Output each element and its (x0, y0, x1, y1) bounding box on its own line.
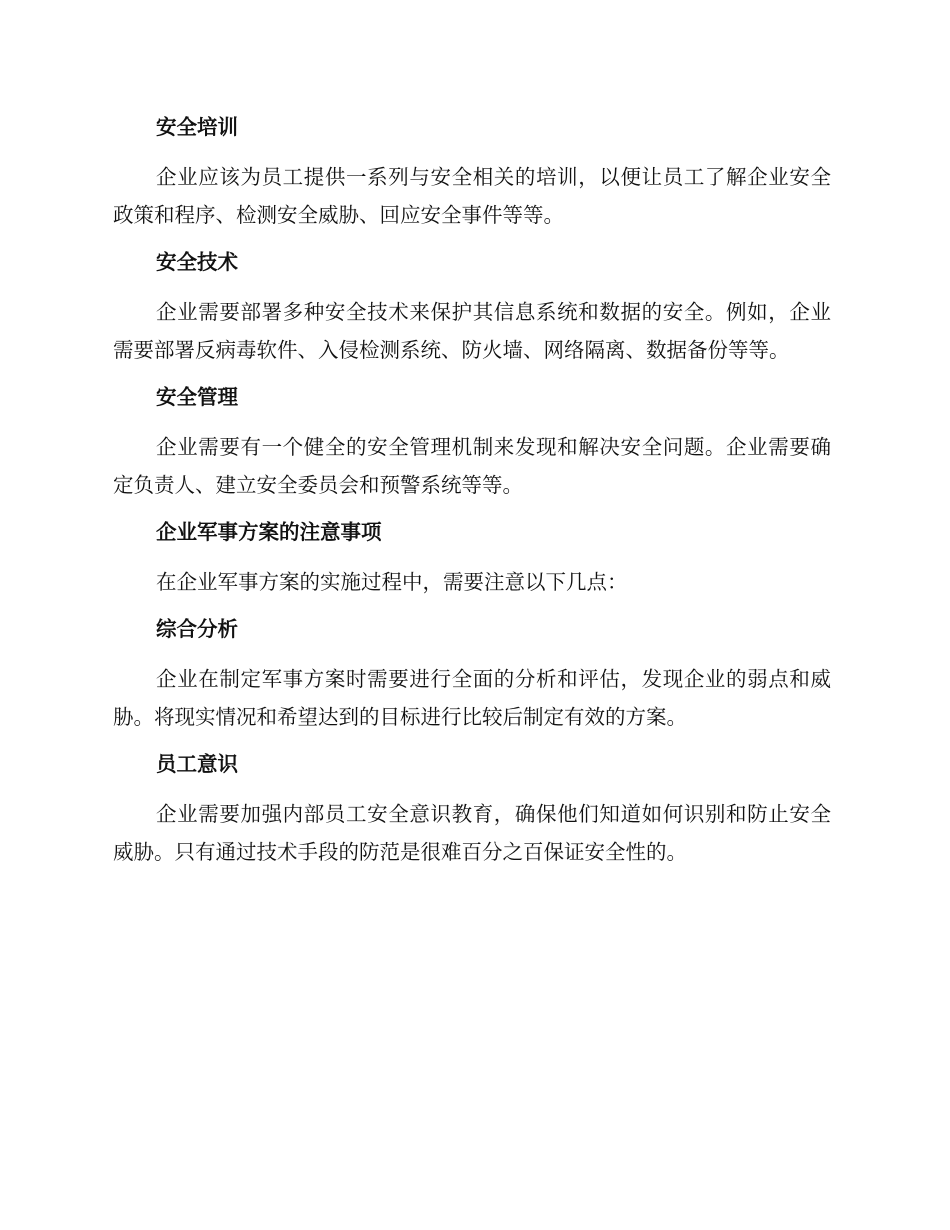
section-heading-precautions: 企业军事方案的注意事项 (156, 520, 382, 544)
section-heading-employee-awareness: 员工意识 (156, 752, 238, 776)
section-heading-security-technology: 安全技术 (156, 250, 238, 274)
section-body-precautions: 在企业军事方案的实施过程中，需要注意以下几点： (156, 570, 628, 594)
section-body-security-training: 企业应该为员工提供一系列与安全相关的培训，以便让员工了解企业安全政策和程序、检测安全威胁、回应安全事件等等。 (113, 165, 831, 227)
section-body-security-technology: 企业需要部署多种安全技术来保护其信息系统和数据的安全。例如，企业需要部署反病毒软件、入侵检测系统、防火墙、网络隔离、数据备份等等。 (113, 300, 831, 362)
document-body (113, 106, 831, 878)
section-heading-security-training: 安全培训 (156, 115, 238, 139)
section-heading-security-management: 安全管理 (156, 385, 238, 409)
section-body-employee-awareness: 企业需要加强内部员工安全意识教育，确保他们知道如何识别和防止安全威胁。只有通过技术手段的防范是很难百分之百保证安全性的。 (113, 802, 831, 864)
section-body-security-management: 企业需要有一个健全的安全管理机制来发现和解决安全问题。企业需要确定负责人、建立安全委员会和预警系统等等。 (113, 435, 831, 497)
section-body-comprehensive-analysis: 企业在制定军事方案时需要进行全面的分析和评估，发现企业的弱点和威胁。将现实情况和希望达到的目标进行比较后制定有效的方案。 (113, 667, 831, 729)
section-heading-comprehensive-analysis: 综合分析 (156, 617, 238, 641)
